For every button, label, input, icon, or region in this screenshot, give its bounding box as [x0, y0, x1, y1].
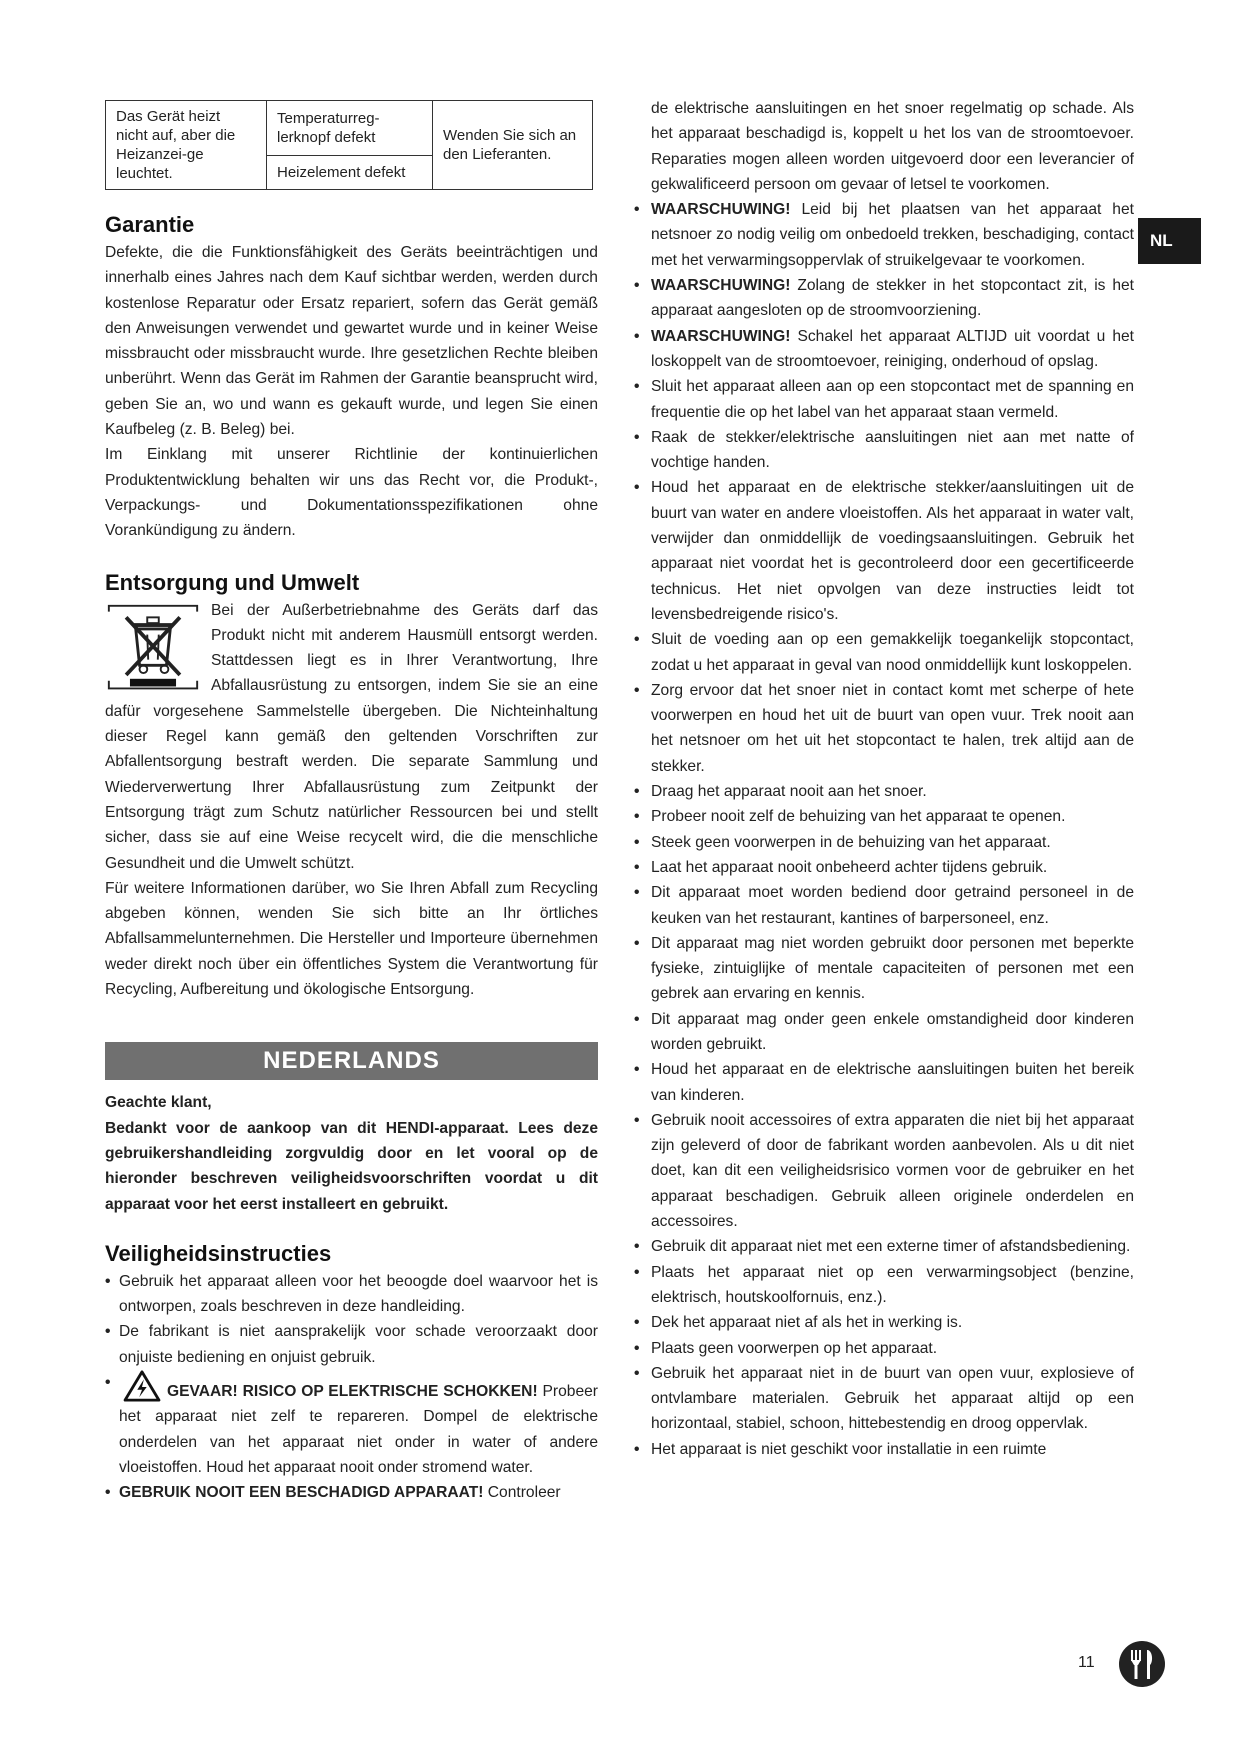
danger-warning: GEVAAR! RISICO OP ELEKTRISCHE SCHOKKEN! — [167, 1382, 538, 1400]
warning-label: WAARSCHUWING! — [651, 277, 791, 295]
safety-heading: Veiligheidsinstructies — [105, 1240, 332, 1266]
list-item: • De fabrikant is niet aansprakelijk voor schade veroorzaakt door onjuiste bediening en onjuist gebruik. — [105, 1319, 598, 1370]
safety-section — [105, 1239, 598, 1506]
crossed-bin-icon — [105, 602, 201, 698]
list-item: • Raak de stekker/elektrische aansluitingen niet aan met natte of vochtige handen. — [634, 425, 1134, 476]
warning-label: WAARSCHUWING! — [651, 327, 791, 345]
left-column — [105, 100, 598, 1505]
weee-block — [105, 598, 598, 876]
warning-label: WAARSCHUWING! — [651, 201, 791, 219]
safety-list-continued — [634, 197, 1134, 1462]
list-item: • Gebruik het apparaat alleen voor het beoogde doel waarvoor het is ontworpen, zoals beschreven in deze handleiding. — [105, 1269, 598, 1320]
solution-cell: Wenden Sie sich an den Lieferanten. — [433, 101, 593, 190]
damaged-warning: GEBRUIK NOOIT EEN BESCHADIGD APPARAAT! — [119, 1484, 484, 1502]
nederlands-banner: NEDERLANDS — [105, 1042, 598, 1080]
list-item: • Probeer nooit zelf de behuizing van het apparaat te openen. — [634, 804, 1134, 829]
list-item: • Plaats het apparaat niet op een verwarmingsobject (benzine, elektrisch, houtskoolfornuis, enz.). — [634, 1260, 1134, 1311]
nl-intro — [105, 1090, 598, 1216]
list-item: • Sluit het apparaat alleen aan op een stopcontact met de spanning en frequentie die op het label van het apparaat staan vermeld. — [634, 374, 1134, 425]
list-item: • Steek geen voorwerpen in de behuizing van het apparaat. — [634, 830, 1134, 855]
list-item: • Sluit de voeding aan op een gemakkelijk toegankelijk stopcontact, zodat u het apparaat in geval van nood onmiddellijk kunt loskoppelen. — [634, 627, 1134, 678]
list-item: • Plaats geen voorwerpen op het apparaat. — [634, 1336, 1134, 1361]
garantie-paragraph-1: Defekte, die die Funktionsfähigkeit des Geräts beeinträchtigen und innerhalb eines Jahres nach dem Kauf sichtbar werden, werden durch kostenlose Reparatur oder Ersatz repariert, sofern das Gerät gemäß den Anweisungen verwendet und gewartet wurde und in keiner Weise missbraucht oder missbraucht wurde. Ihre gesetzlichen Rechte bleiben unberührt. Wenn das Gerät im Rahmen der Garantie beansprucht wird, geben Sie an, wo und wann es gekauft wurde, und legen Sie einen Kaufbeleg (z. B. Beleg) bei. — [105, 244, 598, 439]
list-item: • Draag het apparaat nooit aan het snoer. — [634, 779, 1134, 804]
electric-hazard-icon — [123, 1370, 161, 1402]
entsorgung-heading: Entsorgung und Umwelt — [105, 569, 360, 595]
entsorgung-section — [105, 568, 598, 1003]
list-item: • Dit apparaat mag onder geen enkele omstandigheid door kinderen worden gebruikt. — [634, 1007, 1134, 1058]
list-item: • Gebruik dit apparaat niet met een externe timer of afstandsbediening. — [634, 1234, 1134, 1259]
list-item: • Gebruik nooit accessoires of extra apparaten die niet bij het apparaat zijn geleverd of door de fabrikant worden aanbevolen. Als u dit niet doet, kan dit een veiligheidsrisico vormen voor de gebruiker en het apparaat beschadigen. Gebruik alleen originele onderdelen en accessoires. — [634, 1108, 1134, 1234]
entsorgung-paragraph-1: Bei der Außerbetriebnahme des Geräts darf das Produkt nicht mit anderem Hausmüll entsorgt werden. Stattdessen liegt es in Ihrer Verantwortung, Ihre Abfallausrüstung zu entsorgen, indem Sie sie an eine dafür vorgesehene Sammelstelle übergeben. Die Nichteinhaltung dieser Regel kann gemäß den geltenden Vorschriften zur Abfallentsorgung bestraft werden. Die separate Sammlung und Wiederverwertung Ihrer Abfallausrüstung zum Zeitpunkt der Entsorgung trägt zum Schutz natürlicher Ressourcen bei und stellt sicher, dass sie auf eine Weise recycelt wird, die die menschliche Gesundheit und die Umwelt schützt. — [105, 601, 598, 872]
list-item: • WAARSCHUWING! Schakel het apparaat ALTIJD uit voordat u het loskoppelt van de stroomtoevoer, reiniging, onderhoud of opslag. — [634, 324, 1134, 375]
troubleshooting-table — [105, 100, 593, 190]
list-item: • Laat het apparaat nooit onbeheerd achter tijdens gebruik. — [634, 855, 1134, 880]
cause-cell-2: Heizelement defekt — [267, 155, 433, 189]
garantie-section — [105, 210, 598, 544]
list-item: • Houd het apparaat en de elektrische stekker/aansluitingen uit de buurt van water en andere vloeistoffen. Als het apparaat in water valt, verwijder dan onmiddellijk de voedingsaansluitingen. Gebruik het apparaat niet voordat het is gecontroleerd door een gecertificeerde technicus. Het niet opvolgen van deze instructies leidt tot levensbedreigende risico's. — [634, 475, 1134, 627]
list-item: • Dit apparaat mag niet worden gebruikt door personen met beperkte fysieke, zintuiglijke of mentale capaciteiten of personen met een gebrek aan ervaring en kennis. — [634, 931, 1134, 1007]
language-tab: NL — [1138, 218, 1201, 264]
list-item: • Houd het apparaat en de elektrische aansluitingen buiten het bereik van kinderen. — [634, 1057, 1134, 1108]
cutlery-logo-icon — [1118, 1640, 1166, 1688]
list-item: • Zorg ervoor dat het snoer niet in contact komt met scherpe of hete voorwerpen en houd het uit de buurt van open vuur. Trek nooit aan het netsnoer om het uit het stopcontact te halen, trek altijd aan de stekker. — [634, 678, 1134, 779]
page-number: 11 — [1078, 1654, 1095, 1671]
safety-list — [105, 1269, 598, 1506]
list-item: • GEVAAR! RISICO OP ELEKTRISCHE SCHOKKEN! Probeer het apparaat niet zelf te repareren. Dompel de elektrische onderdelen van het apparaat niet onder in water of andere vloeistoffen. Houd het apparaat nooit onder stromend water. — [105, 1370, 598, 1480]
cause-cell-1: Temperaturreg-lerknopf defekt — [267, 101, 433, 156]
greeting: Geachte klant, — [105, 1094, 212, 1112]
right-column — [634, 96, 1134, 1462]
entsorgung-paragraph-2: Für weitere Informationen darüber, wo Sie Ihren Abfall zum Recycling abgeben können, wenden Sie sich bitte an Ihr örtliches Abfallsammelunternehmen. Die Hersteller und Importeure übernehmen weder direkt noch über ein öffentliches System die Verantwortung für Recycling, Aufbereitung und ökologische Entsorgung. — [105, 879, 598, 999]
list-item: • WAARSCHUWING! Zolang de stekker in het stopcontact zit, is het apparaat aangesloten op de stroomvoorziening. — [634, 273, 1134, 324]
list-item: • Dit apparaat moet worden bediend door getraind personeel in de keuken van het restaurant, kantines of barpersoneel, enz. — [634, 880, 1134, 931]
list-item: • Dek het apparaat niet af als het in werking is. — [634, 1310, 1134, 1335]
list-item: • WAARSCHUWING! Leid bij het plaatsen van het apparaat het netsnoer zo nodig veilig om onbedoeld trekken, beschadiging, contact met het verwarmingsoppervlak of struikelgevaar te voorkomen. — [634, 197, 1134, 273]
list-item: • Gebruik het apparaat niet in de buurt van open vuur, explosieve of ontvlambare materialen. Gebruik het apparaat altijd op een horizontaal, stabiel, schoon, hittebestendig en droog oppervlak. — [634, 1361, 1134, 1437]
continued-paragraph: de elektrische aansluitingen en het snoer regelmatig op schade. Als het apparaat beschadigd is, koppelt u het los van de stroomtoevoer. Reparaties mogen alleen worden uitgevoerd door een leverancier of gekwalificeerd persoon om gevaar of letsel te voorkomen. — [651, 100, 1134, 193]
garantie-paragraph-2: Im Einklang mit unserer Richtlinie der kontinuierlichen Produktentwicklung behalten wir uns das Recht vor, die Produkt-, Verpackungs- und Dokumentationsspezifikationen ohne Vorankündigung zu ändern. — [105, 446, 598, 540]
garantie-heading: Garantie — [105, 212, 195, 237]
intro-paragraph: Bedankt voor de aankoop van dit HENDI-apparaat. Lees deze gebruikershandleiding zorgvuldig door en let vooral op de hieronder beschreven veiligheidsvoorschriften voordat u dit apparaat voor het eerst installeert en gebruikt. — [105, 1119, 598, 1213]
list-item: • Het apparaat is niet geschikt voor installatie in een ruimte — [634, 1437, 1134, 1462]
problem-cell: Das Gerät heizt nicht auf, aber die Heizanzei-ge leuchtet. — [106, 101, 267, 190]
list-item: • GEBRUIK NOOIT EEN BESCHADIGD APPARAAT! Controleer — [105, 1480, 598, 1505]
